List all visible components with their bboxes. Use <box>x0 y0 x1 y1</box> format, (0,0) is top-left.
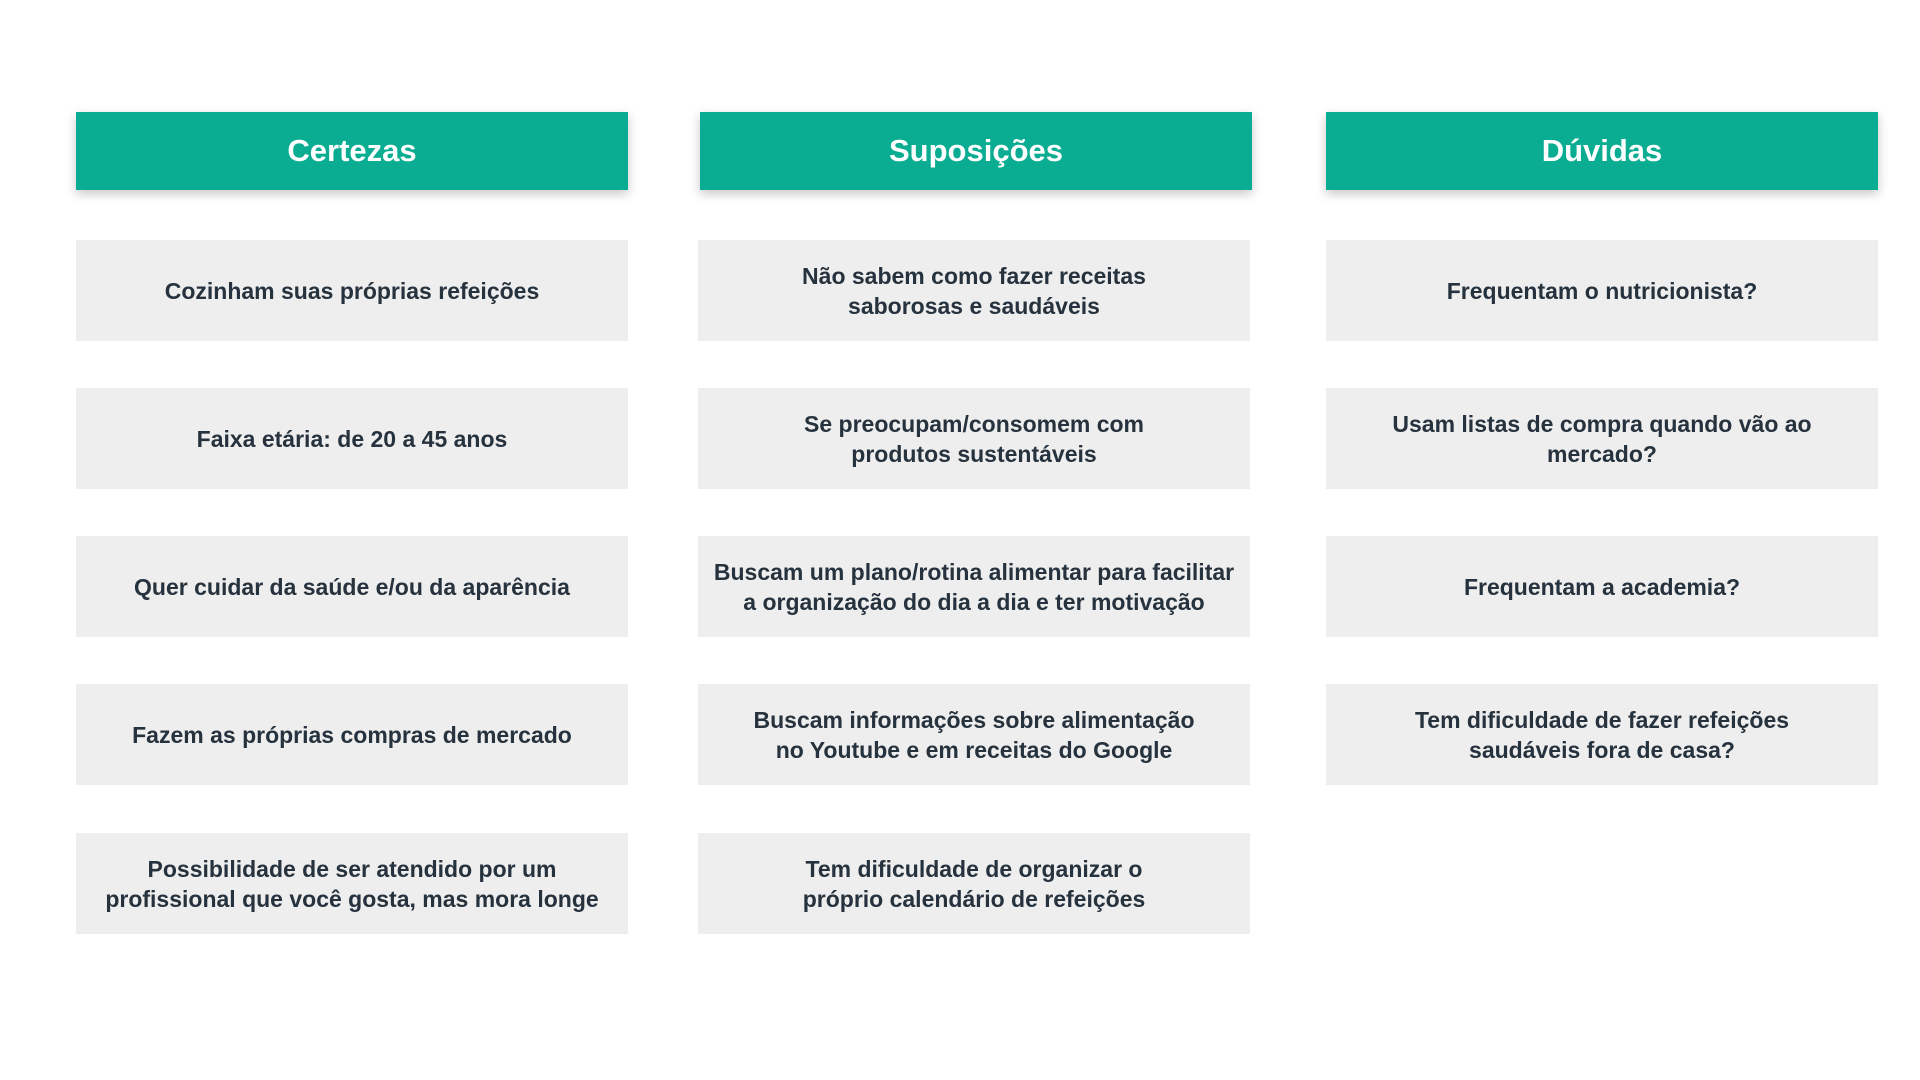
card-text <box>803 854 1146 914</box>
card-line: Faixa etária: de 20 a 45 anos <box>196 425 508 452</box>
card-certezas-4 <box>76 684 628 785</box>
card-text <box>1392 409 1811 469</box>
card-text <box>804 409 1144 469</box>
card-line: próprio calendário de refeições <box>802 885 1146 912</box>
column-certezas <box>76 112 628 912</box>
card-certezas-3 <box>76 536 628 637</box>
card-line: produtos sustentáveis <box>851 440 1097 467</box>
card-line: Se preocupam/consomem com <box>804 410 1144 437</box>
card-suposicoes-5 <box>698 833 1250 934</box>
column-header-duvidas: Dúvidas <box>1326 112 1878 190</box>
card-line: Buscam um plano/rotina alimentar para facilitar <box>713 558 1235 585</box>
card-line: Tem dificuldade de fazer refeições <box>1414 706 1790 733</box>
card-certezas-5 <box>76 833 628 934</box>
card-certezas-2 <box>76 388 628 489</box>
card-line: saudáveis fora de casa? <box>1469 736 1735 763</box>
card-line: Tem dificuldade de organizar o <box>805 855 1143 882</box>
card-line: Não sabem como fazer receitas <box>802 262 1146 289</box>
card-line: mercado? <box>1547 440 1657 467</box>
card-line: Quer cuidar da saúde e/ou da aparência <box>134 573 570 600</box>
column-suposicoes <box>700 112 1252 912</box>
card-line: Possibilidade de ser atendido por um <box>147 855 557 882</box>
card-text <box>714 557 1234 617</box>
card-line: Cozinham suas próprias refeições <box>164 277 540 304</box>
card-line: Frequentam o nutricionista? <box>1446 277 1758 304</box>
column-header-suposicoes: Suposições <box>700 112 1252 190</box>
card-suposicoes-4 <box>698 684 1250 785</box>
card-duvidas-1 <box>1326 240 1878 341</box>
card-text <box>754 705 1195 765</box>
card-line: saborosas e saudáveis <box>848 292 1100 319</box>
card-suposicoes-3 <box>698 536 1250 637</box>
card-duvidas-3 <box>1326 536 1878 637</box>
card-suposicoes-1 <box>698 240 1250 341</box>
card-text <box>802 261 1146 321</box>
card-suposicoes-2 <box>698 388 1250 489</box>
card-line: no Youtube e em receitas do Google <box>775 736 1173 763</box>
card-line: a organização do dia a dia e ter motivação <box>743 588 1205 615</box>
card-duvidas-2 <box>1326 388 1878 489</box>
card-text <box>105 854 598 914</box>
column-header-certezas: Certezas <box>76 112 628 190</box>
card-line: Frequentam a academia? <box>1463 573 1741 600</box>
column-duvidas <box>1326 112 1878 763</box>
card-line: Fazem as próprias compras de mercado <box>132 721 572 748</box>
card-line: Usam listas de compra quando vão ao <box>1392 410 1812 437</box>
card-duvidas-4 <box>1326 684 1878 785</box>
card-text <box>1415 705 1789 765</box>
card-line: profissional que você gosta, mas mora longe <box>105 885 599 912</box>
card-certezas-1 <box>76 240 628 341</box>
csd-matrix <box>76 112 1878 937</box>
card-line: Buscam informações sobre alimentação <box>753 706 1195 733</box>
